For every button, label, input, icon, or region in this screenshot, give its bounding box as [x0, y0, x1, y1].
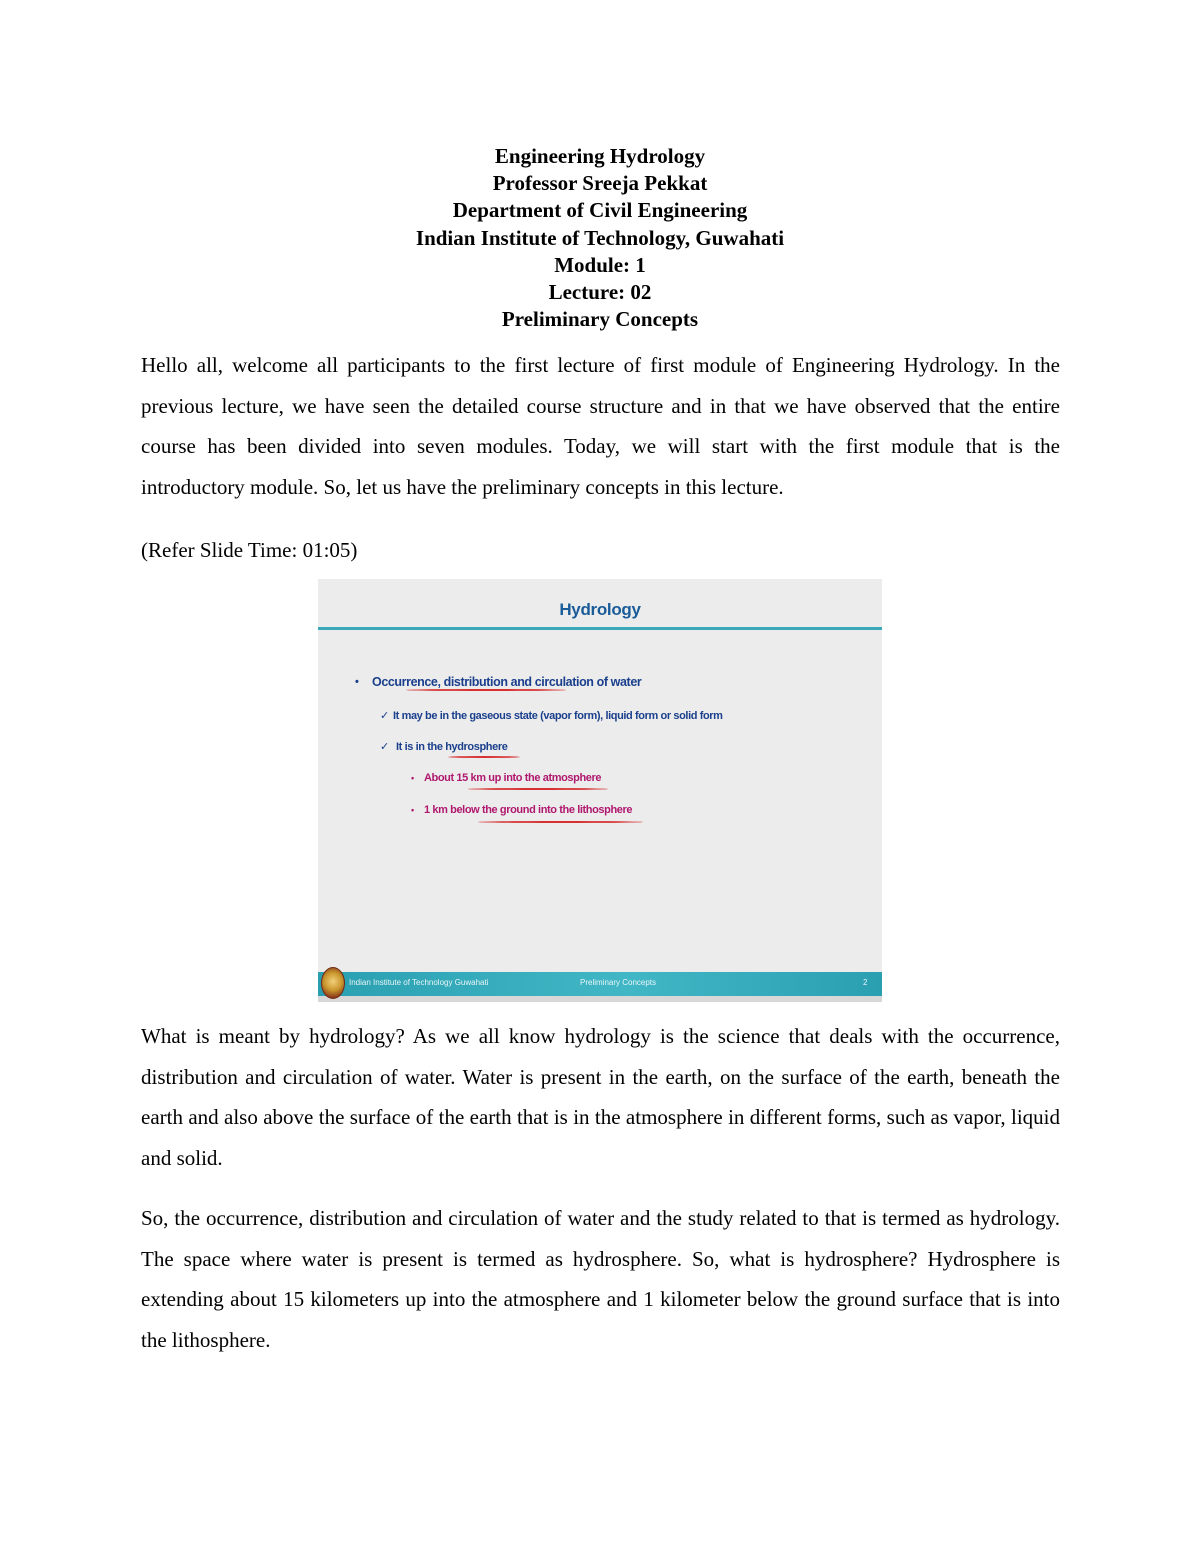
lecture-slide-image	[318, 579, 882, 1002]
lecture-number: Lecture: 02	[548, 279, 652, 304]
ink-underline	[448, 756, 520, 758]
hydrology-definition-paragraph: What is meant by hydrology? As we all know hydrology is the science that deals with the occurrence, distribution and circulation of water. Water is present in the earth, on the surface of the earth, beneath the earth and also above the surface of the earth that is in the atmosphere in different forms, such as vapor, liquid and solid.	[141, 1024, 1060, 1170]
slide-page-number: 2	[863, 978, 868, 987]
slide-footer-topic: Preliminary Concepts	[580, 978, 657, 987]
slide-footer-shadow	[318, 996, 882, 1002]
slide-sub-item-1: About 15 km up into the atmosphere	[424, 772, 602, 784]
slide-bullet-main: Occurrence, distribution and circulation of water	[372, 675, 642, 689]
course-title: Engineering Hydrology	[494, 144, 706, 168]
professor-name: Professor Sreeja Pekkat	[492, 171, 708, 196]
check-icon: ✓	[380, 710, 389, 722]
institute-logo-icon	[321, 967, 345, 999]
slide-time-reference: (Refer Slide Time: 01:05)	[141, 538, 358, 562]
intro-paragraph: Hello all, welcome all participants to the first lecture of first module of Engineering Hydrology. In the previous lecture, we have seen the detailed course structure and in that we have observed that the entire course has been divided into seven modules. Today, we will start with the first module that is the introductory module. So, let us have the preliminary concepts in this lecture.	[141, 353, 1060, 499]
slide-footer-institute: Indian Institute of Technology Guwahati	[349, 978, 489, 987]
bullet-glyph: •	[355, 676, 359, 688]
document-header	[0, 143, 1200, 333]
sub-bullet-glyph: •	[411, 773, 414, 783]
ink-underline	[478, 821, 643, 823]
check-icon: ✓	[380, 741, 389, 753]
module-number: Module: 1	[554, 252, 646, 277]
ink-underline	[468, 788, 608, 790]
institute-name: Indian Institute of Technology, Guwahati	[415, 225, 785, 250]
slide-check-item-2: It is in the hydrosphere	[396, 741, 508, 753]
slide-title: Hydrology	[559, 600, 641, 619]
ink-underline	[406, 689, 566, 691]
hydrosphere-paragraph: So, the occurrence, distribution and circulation of water and the study related to that is termed as hydrology. The space where water is present is termed as hydrosphere. So, what is hydrosphere? Hydrosphere is extending about 15 kilometers up into the atmosphere and 1 kilometer below the ground surface that is into the lithosphere.	[141, 1206, 1060, 1352]
department-name: Department of Civil Engineering	[452, 198, 748, 223]
slide-check-item-1: It may be in the gaseous state (vapor form), liquid form or solid form	[393, 710, 723, 722]
lecture-title: Preliminary Concepts	[501, 307, 699, 332]
sub-bullet-glyph: •	[411, 805, 414, 815]
slide-sub-item-2: 1 km below the ground into the lithosphere	[424, 804, 633, 816]
slide-title-divider	[318, 627, 882, 630]
